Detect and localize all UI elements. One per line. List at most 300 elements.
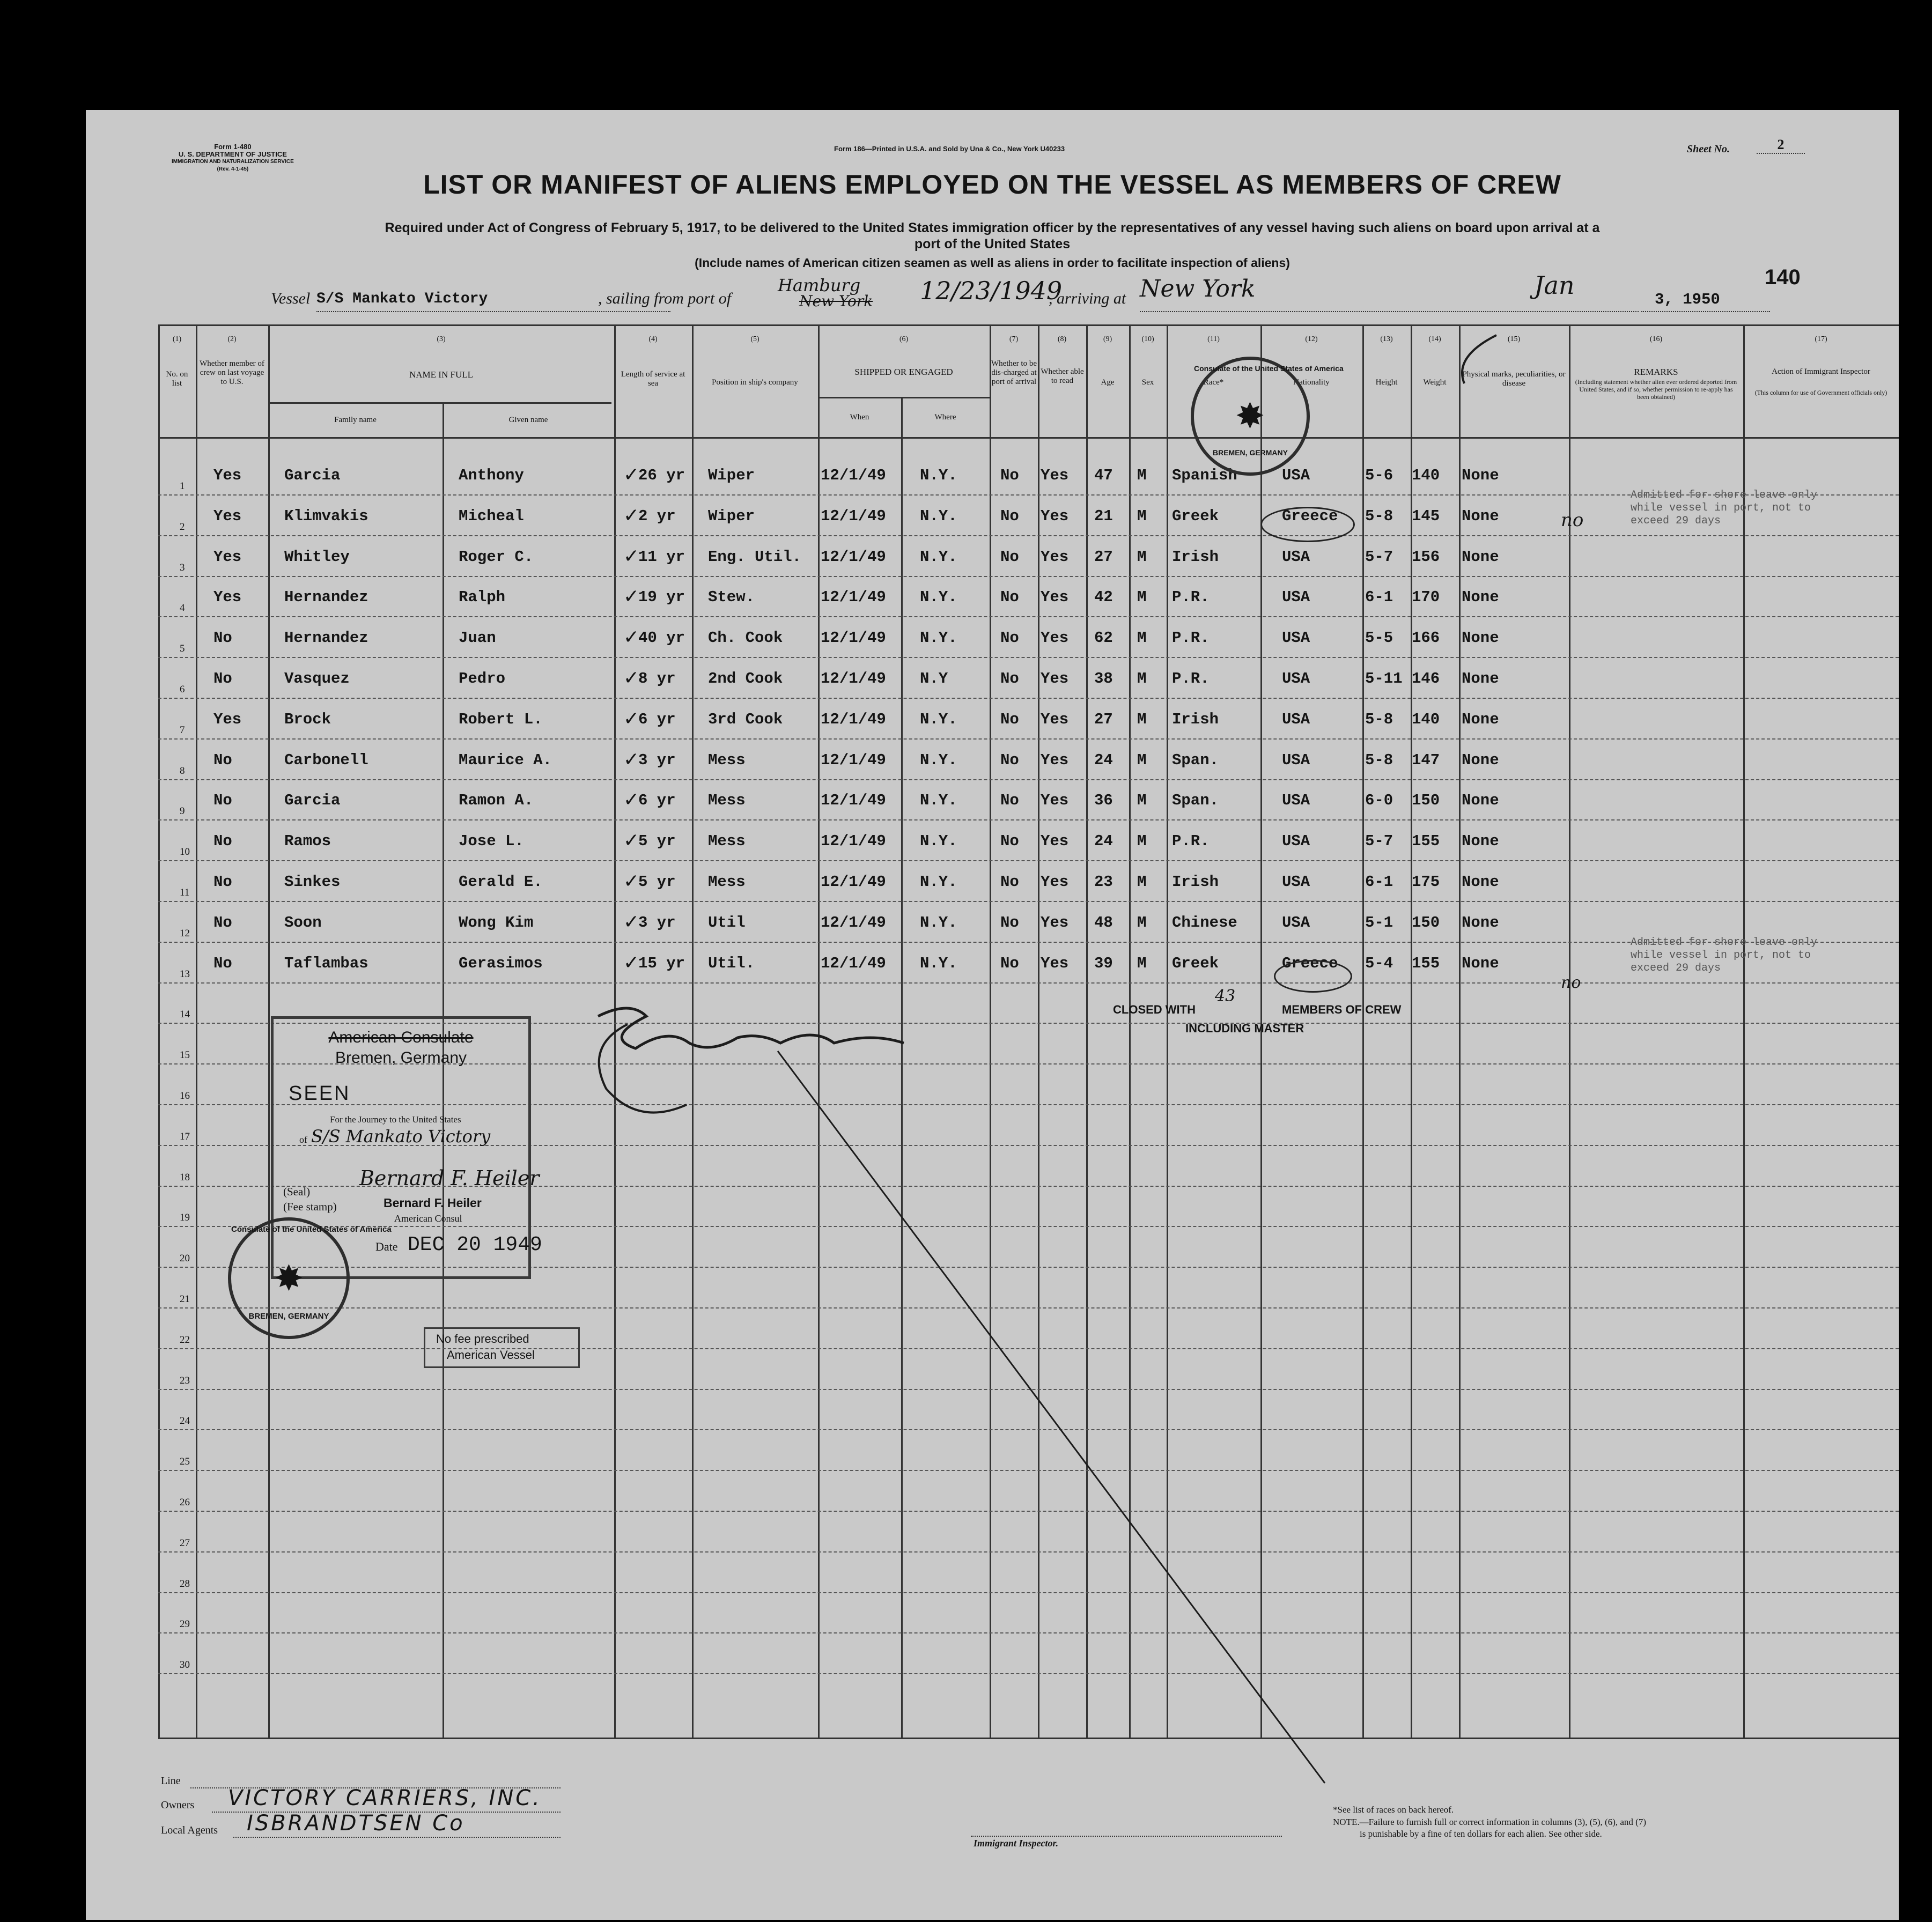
consul-title: American Consul bbox=[394, 1213, 462, 1224]
col-number: (11) bbox=[1207, 335, 1220, 343]
cell-where: N.Y. bbox=[920, 711, 957, 728]
stamp-seen: SEEN bbox=[289, 1082, 351, 1105]
cell-given-name: Juan bbox=[459, 629, 496, 647]
col-header-remarks-note: (Including statement whether alien ever ordered deported from United States, and if so, whether permission to re-apply has been obtained) bbox=[1575, 378, 1737, 401]
cell-height: 5-8 bbox=[1365, 507, 1393, 525]
cell-family-name: Ramos bbox=[284, 832, 331, 850]
cell-weight: 140 bbox=[1412, 467, 1440, 484]
cell-age: 24 bbox=[1094, 832, 1113, 850]
col-number: (10) bbox=[1141, 335, 1154, 343]
cell-height: 6-0 bbox=[1365, 792, 1393, 809]
no-fee-line2: American Vessel bbox=[447, 1348, 535, 1362]
col-header-remarks: REMARKS bbox=[1634, 367, 1678, 377]
cell-last-voyage: Yes bbox=[213, 467, 242, 484]
stamp-date-label: Date bbox=[375, 1240, 398, 1253]
cell-read: Yes bbox=[1041, 507, 1069, 525]
cell-where: N.Y. bbox=[920, 955, 957, 972]
col-header-age: Age bbox=[1101, 378, 1115, 387]
cell-service: 3 yr bbox=[638, 914, 676, 932]
col-header-service: Length of service at sea bbox=[621, 370, 685, 388]
cell-sex: M bbox=[1137, 914, 1147, 932]
line-number: 14 bbox=[180, 1009, 190, 1020]
cell-height: 5-5 bbox=[1365, 629, 1393, 647]
cell-discharged: No bbox=[1000, 711, 1019, 728]
cell-race: Irish bbox=[1172, 873, 1219, 891]
line-number: 25 bbox=[180, 1456, 190, 1467]
cell-where: N.Y bbox=[920, 670, 948, 688]
cell-nationality: USA bbox=[1282, 751, 1310, 769]
col-header-action-note: (This column for use of Government officials only) bbox=[1754, 389, 1887, 396]
stamp-journey: For the Journey to the United States bbox=[330, 1114, 461, 1125]
cell-family-name: Garcia bbox=[284, 467, 341, 484]
cell-nationality: USA bbox=[1282, 467, 1310, 484]
cell-position: 2nd Cook bbox=[708, 670, 783, 688]
sheet-no-label: Sheet No. bbox=[1687, 143, 1730, 155]
seal-ring-text: Consulate of the United States of America bbox=[231, 1225, 392, 1234]
check-mark-icon: ✓ bbox=[623, 505, 640, 526]
cell-discharged: No bbox=[1000, 588, 1019, 606]
port-arrival: New York bbox=[1140, 275, 1256, 302]
cell-height: 6-1 bbox=[1365, 873, 1393, 891]
inspector-signature-line bbox=[971, 1836, 1282, 1837]
line-number: 30 bbox=[180, 1659, 190, 1670]
cell-read: Yes bbox=[1041, 792, 1069, 809]
cell-sex: M bbox=[1137, 711, 1147, 728]
cell-read: Yes bbox=[1041, 711, 1069, 728]
col-number: (16) bbox=[1649, 335, 1663, 343]
cell-given-name: Ramon A. bbox=[459, 792, 534, 809]
vessel-name: S/S Mankato Victory bbox=[316, 291, 488, 307]
cell-race: Greek bbox=[1172, 507, 1219, 525]
cell-sex: M bbox=[1137, 832, 1147, 850]
cell-discharged: No bbox=[1000, 548, 1019, 566]
cell-sex: M bbox=[1137, 588, 1147, 606]
cell-service: 5 yr bbox=[638, 832, 676, 850]
cell-weight: 166 bbox=[1412, 629, 1440, 647]
check-mark-icon: ✓ bbox=[623, 708, 640, 729]
col-header-physical: Physical marks, peculiarities, or disease bbox=[1462, 370, 1566, 388]
cell-given-name: Ralph bbox=[459, 588, 506, 606]
stamp-date: DEC 20 1949 bbox=[408, 1233, 542, 1256]
eagle-emblem-icon: ✸ bbox=[1236, 398, 1264, 434]
col-number: (3) bbox=[437, 335, 446, 343]
cell-race: Span. bbox=[1172, 751, 1219, 769]
cell-where: N.Y. bbox=[920, 751, 957, 769]
cell-given-name: Gerald E. bbox=[459, 873, 543, 891]
cell-family-name: Soon bbox=[284, 914, 322, 932]
cell-race: P.R. bbox=[1172, 629, 1210, 647]
arrival-date: 3, 1950 bbox=[1655, 291, 1720, 308]
sailing-date: 12/23/1949 bbox=[920, 276, 1063, 305]
cell-last-voyage: No bbox=[213, 914, 232, 932]
cell-age: 47 bbox=[1094, 467, 1113, 484]
cell-race: Greek bbox=[1172, 955, 1219, 972]
cell-sex: M bbox=[1137, 507, 1147, 525]
cell-position: Mess bbox=[708, 873, 746, 891]
cell-marks: None bbox=[1462, 873, 1499, 891]
cell-service: 2 yr bbox=[638, 507, 676, 525]
cell-last-voyage: No bbox=[213, 751, 232, 769]
line-number: 1 bbox=[180, 480, 185, 492]
line-number: 22 bbox=[180, 1334, 190, 1346]
cell-where: N.Y. bbox=[920, 588, 957, 606]
line-number: 9 bbox=[180, 805, 185, 817]
cell-marks: None bbox=[1462, 832, 1499, 850]
cell-position: Util bbox=[708, 914, 746, 932]
cell-service: 40 yr bbox=[638, 629, 685, 647]
pen-marks bbox=[86, 110, 1899, 1920]
cell-nationality: USA bbox=[1282, 548, 1310, 566]
cell-position: Mess bbox=[708, 792, 746, 809]
closed-count: 43 bbox=[1215, 987, 1236, 1006]
cell-nationality: USA bbox=[1282, 711, 1310, 728]
cell-service: 6 yr bbox=[638, 711, 676, 728]
consul-signature: Bernard F. Heiler bbox=[359, 1166, 540, 1190]
cell-sex: M bbox=[1137, 792, 1147, 809]
check-mark-icon: ✓ bbox=[623, 626, 640, 648]
cell-family-name: Brock bbox=[284, 711, 331, 728]
col-number: (4) bbox=[648, 335, 658, 343]
cell-marks: None bbox=[1462, 629, 1499, 647]
page-title: LIST OR MANIFEST OF ALIENS EMPLOYED ON THE VESSEL AS MEMBERS OF CREW bbox=[423, 169, 1561, 199]
cell-family-name: Carbonell bbox=[284, 751, 368, 769]
cell-weight: 140 bbox=[1412, 711, 1440, 728]
footer-owners: VICTORY CARRIERS, INC. bbox=[228, 1786, 542, 1810]
cell-weight: 147 bbox=[1412, 751, 1440, 769]
cell-discharged: No bbox=[1000, 792, 1019, 809]
cell-marks: None bbox=[1462, 751, 1499, 769]
eagle-emblem-icon: ✸ bbox=[275, 1260, 303, 1296]
cell-position: 3rd Cook bbox=[708, 711, 783, 728]
col-number: (5) bbox=[750, 335, 759, 343]
cell-age: 42 bbox=[1094, 588, 1113, 606]
cell-race: Span. bbox=[1172, 792, 1219, 809]
cell-family-name: Hernandez bbox=[284, 588, 368, 606]
cell-weight: 156 bbox=[1412, 548, 1440, 566]
cell-race: Irish bbox=[1172, 548, 1219, 566]
cell-when: 12/1/49 bbox=[821, 548, 886, 566]
cell-read: Yes bbox=[1041, 467, 1069, 484]
cell-marks: None bbox=[1462, 548, 1499, 566]
no-fee-stamp bbox=[424, 1327, 580, 1368]
cell-family-name: Taflambas bbox=[284, 955, 368, 972]
including-master-label: INCLUDING MASTER bbox=[1185, 1022, 1304, 1035]
cell-read: Yes bbox=[1041, 629, 1069, 647]
cell-given-name: Robert L. bbox=[459, 711, 543, 728]
footer-line-label: Line bbox=[161, 1775, 181, 1787]
cell-weight: 175 bbox=[1412, 873, 1440, 891]
cell-read: Yes bbox=[1041, 955, 1069, 972]
col-header-family-name: Family name bbox=[334, 416, 377, 424]
col-header-no: No. on list bbox=[166, 370, 188, 388]
cell-where: N.Y. bbox=[920, 832, 957, 850]
col-number: (12) bbox=[1305, 335, 1318, 343]
seal-ring-text: Consulate of the United States of America bbox=[1194, 364, 1344, 373]
cell-given-name: Anthony bbox=[459, 467, 524, 484]
cell-where: N.Y. bbox=[920, 507, 957, 525]
col-number: (7) bbox=[1009, 335, 1019, 343]
cell-nationality: Greece bbox=[1282, 507, 1338, 525]
cell-position: Stew. bbox=[708, 588, 755, 606]
department-name: U. S. DEPARTMENT OF JUSTICE bbox=[178, 150, 287, 158]
footer-agents-label: Local Agents bbox=[161, 1824, 218, 1836]
cell-nationality: USA bbox=[1282, 629, 1310, 647]
cell-family-name: Hernandez bbox=[284, 629, 368, 647]
col-header-last-voyage: Whether member of crew on last voyage to U.S. bbox=[200, 359, 264, 386]
cell-weight: 155 bbox=[1412, 955, 1440, 972]
cell-marks: None bbox=[1462, 711, 1499, 728]
cell-marks: None bbox=[1462, 670, 1499, 688]
arrival-month: Jan bbox=[1534, 271, 1575, 300]
line-number: 18 bbox=[180, 1172, 190, 1183]
col-header-sex: Sex bbox=[1141, 378, 1154, 387]
cell-family-name: Garcia bbox=[284, 792, 341, 809]
cell-discharged: No bbox=[1000, 955, 1019, 972]
vessel-label: Vessel bbox=[271, 290, 311, 307]
col-header-given-name: Given name bbox=[508, 416, 548, 424]
members-of-crew-label: MEMBERS OF CREW bbox=[1282, 1003, 1402, 1016]
form-revision: (Rev. 4-1-45) bbox=[217, 166, 249, 172]
line-number: 21 bbox=[180, 1293, 190, 1305]
col-number: (14) bbox=[1428, 335, 1441, 343]
cell-last-voyage: Yes bbox=[213, 507, 242, 525]
cell-position: Eng. Util. bbox=[708, 548, 802, 566]
col-number: (9) bbox=[1103, 335, 1112, 343]
port-from: Hamburg bbox=[778, 275, 861, 295]
no-fee-line1: No fee prescribed bbox=[436, 1332, 529, 1346]
cell-read: Yes bbox=[1041, 548, 1069, 566]
page-reference: 140 bbox=[1765, 265, 1801, 289]
stamp-city-line: Bremen, Germany bbox=[335, 1049, 467, 1067]
cell-last-voyage: Yes bbox=[213, 548, 242, 566]
cell-age: 62 bbox=[1094, 629, 1113, 647]
col-number: (13) bbox=[1380, 335, 1393, 343]
cell-where: N.Y. bbox=[920, 629, 957, 647]
cell-position: Wiper bbox=[708, 467, 755, 484]
cell-discharged: No bbox=[1000, 507, 1019, 525]
cell-when: 12/1/49 bbox=[821, 792, 886, 809]
cell-nationality: USA bbox=[1282, 914, 1310, 932]
cell-position: Wiper bbox=[708, 507, 755, 525]
cell-family-name: Whitley bbox=[284, 548, 350, 566]
cell-family-name: Vasquez bbox=[284, 670, 350, 688]
cell-service: 8 yr bbox=[638, 670, 676, 688]
cell-height: 5-6 bbox=[1365, 467, 1393, 484]
cell-race: Irish bbox=[1172, 711, 1219, 728]
subtitle-include: (Include names of American citizen seamen as well as aliens in order to facilitate inspection of aliens) bbox=[695, 256, 1290, 270]
check-mark-icon: ✓ bbox=[623, 464, 640, 485]
col-header-discharged: Whether to be dis-charged at port of arrival bbox=[991, 359, 1037, 386]
cell-age: 27 bbox=[1094, 711, 1113, 728]
col-number: (8) bbox=[1057, 335, 1067, 343]
cell-read: Yes bbox=[1041, 873, 1069, 891]
line-number: 3 bbox=[180, 562, 185, 573]
line-number: 2 bbox=[180, 521, 185, 533]
col-number: (15) bbox=[1507, 335, 1521, 343]
form-number: Form 1-480 bbox=[214, 143, 252, 151]
cell-last-voyage: No bbox=[213, 629, 232, 647]
cell-marks: None bbox=[1462, 507, 1499, 525]
cell-weight: 146 bbox=[1412, 670, 1440, 688]
cell-service: 19 yr bbox=[638, 588, 685, 606]
stamp-seal-label: (Seal) bbox=[283, 1185, 311, 1198]
cell-sex: M bbox=[1137, 873, 1147, 891]
footer-agents-underline bbox=[233, 1837, 561, 1838]
footer-agents: ISBRANDTSEN Co bbox=[247, 1811, 465, 1836]
cell-remarks: Admitted for shore leave only while vessel in port, not to exceed 29 days bbox=[1631, 489, 1818, 527]
cell-weight: 145 bbox=[1412, 507, 1440, 525]
cell-where: N.Y. bbox=[920, 548, 957, 566]
line-number: 11 bbox=[180, 887, 190, 898]
footer-note-fine-cont: is punishable by a fine of ten dollars for each alien. See other side. bbox=[1360, 1829, 1602, 1839]
cell-marks: None bbox=[1462, 955, 1499, 972]
cell-height: 5-7 bbox=[1365, 548, 1393, 566]
cell-when: 12/1/49 bbox=[821, 588, 886, 606]
footer-inspector-label: Immigrant Inspector. bbox=[974, 1838, 1059, 1849]
footer-owners-label: Owners bbox=[161, 1799, 195, 1811]
manifest-sheet bbox=[86, 110, 1899, 1920]
line-number: 7 bbox=[180, 725, 185, 736]
cell-marks: None bbox=[1462, 792, 1499, 809]
line-number: 12 bbox=[180, 928, 190, 939]
cell-when: 12/1/49 bbox=[821, 670, 886, 688]
stamp-vessel: S/S Mankato Victory bbox=[311, 1126, 491, 1147]
line-number: 17 bbox=[180, 1131, 190, 1142]
cell-race: Chinese bbox=[1172, 914, 1237, 932]
line-number: 5 bbox=[180, 643, 185, 654]
col-header-where: Where bbox=[934, 413, 956, 422]
cell-sex: M bbox=[1137, 629, 1147, 647]
subtitle-port: port of the United States bbox=[914, 236, 1071, 252]
cell-service: 26 yr bbox=[638, 467, 685, 484]
cell-when: 12/1/49 bbox=[821, 955, 886, 972]
footer-note-fine: NOTE.—Failure to furnish full or correct information in columns (3), (5), (6), and (7) bbox=[1333, 1817, 1646, 1827]
cell-family-name: Klimvakis bbox=[284, 507, 368, 525]
line-number: 29 bbox=[180, 1618, 190, 1630]
col-header-weight: Weight bbox=[1423, 378, 1447, 387]
col-header-action: Action of Immigrant Inspector bbox=[1772, 367, 1870, 376]
cell-service: 11 yr bbox=[638, 548, 685, 566]
service-name: IMMIGRATION AND NATURALIZATION SERVICE bbox=[172, 159, 294, 165]
line-number: 15 bbox=[180, 1049, 190, 1061]
cell-nationality: USA bbox=[1282, 873, 1310, 891]
pen-mark bbox=[1462, 335, 1496, 383]
cell-discharged: No bbox=[1000, 832, 1019, 850]
cell-sex: M bbox=[1137, 751, 1147, 769]
cell-when: 12/1/49 bbox=[821, 711, 886, 728]
cell-given-name: Micheal bbox=[459, 507, 524, 525]
cell-where: N.Y. bbox=[920, 467, 957, 484]
line-number: 26 bbox=[180, 1497, 190, 1508]
cell-family-name: Sinkes bbox=[284, 873, 341, 891]
cell-read: Yes bbox=[1041, 588, 1069, 606]
cell-last-voyage: No bbox=[213, 832, 232, 850]
col-number: (2) bbox=[227, 335, 237, 343]
cell-read: Yes bbox=[1041, 914, 1069, 932]
remarks-initials: no bbox=[1561, 509, 1584, 531]
cell-height: 5-8 bbox=[1365, 711, 1393, 728]
cell-weight: 150 bbox=[1412, 914, 1440, 932]
cell-discharged: No bbox=[1000, 873, 1019, 891]
check-mark-icon: ✓ bbox=[623, 870, 640, 892]
printer-line: Form 186—Printed in U.S.A. and Sold by Una & Co., New York U40233 bbox=[834, 145, 1065, 153]
cell-marks: None bbox=[1462, 467, 1499, 484]
cell-when: 12/1/49 bbox=[821, 629, 886, 647]
cell-given-name: Wong Kim bbox=[459, 914, 534, 932]
col-number: (17) bbox=[1815, 335, 1827, 343]
stamp-fee-label: (Fee stamp) bbox=[283, 1200, 337, 1213]
port-from-struck: New York bbox=[799, 292, 873, 310]
cell-when: 12/1/49 bbox=[821, 507, 886, 525]
cell-position: Mess bbox=[708, 832, 746, 850]
line-number: 6 bbox=[180, 684, 185, 695]
sheet-number: 2 bbox=[1757, 137, 1805, 154]
cell-position: Ch. Cook bbox=[708, 629, 783, 647]
cell-given-name: Maurice A. bbox=[459, 751, 552, 769]
cell-race: Spanish bbox=[1172, 467, 1237, 484]
cell-nationality: Greece bbox=[1282, 955, 1338, 972]
cell-discharged: No bbox=[1000, 467, 1019, 484]
cell-when: 12/1/49 bbox=[821, 467, 886, 484]
cell-age: 36 bbox=[1094, 792, 1113, 809]
cell-read: Yes bbox=[1041, 832, 1069, 850]
consul-name: Bernard F. Heiler bbox=[384, 1196, 482, 1210]
cell-weight: 170 bbox=[1412, 588, 1440, 606]
cell-race: P.R. bbox=[1172, 588, 1210, 606]
check-mark-icon: ✓ bbox=[623, 667, 640, 689]
cell-when: 12/1/49 bbox=[821, 873, 886, 891]
cell-discharged: No bbox=[1000, 914, 1019, 932]
seal-place-text: BREMEN, GERMANY bbox=[1212, 448, 1288, 457]
cell-last-voyage: Yes bbox=[213, 711, 242, 728]
cell-weight: 155 bbox=[1412, 832, 1440, 850]
cell-last-voyage: No bbox=[213, 792, 232, 809]
col-header-shipped: SHIPPED OR ENGAGED bbox=[854, 367, 953, 377]
line-number: 4 bbox=[180, 602, 185, 613]
cell-age: 39 bbox=[1094, 955, 1113, 972]
cell-marks: None bbox=[1462, 914, 1499, 932]
check-mark-icon: ✓ bbox=[623, 545, 640, 567]
line-number: 28 bbox=[180, 1578, 190, 1590]
sailing-from-label: , sailing from port of bbox=[598, 290, 732, 307]
cell-sex: M bbox=[1137, 467, 1147, 484]
cell-when: 12/1/49 bbox=[821, 751, 886, 769]
cell-age: 21 bbox=[1094, 507, 1113, 525]
cell-where: N.Y. bbox=[920, 792, 957, 809]
cell-height: 5-7 bbox=[1365, 832, 1393, 850]
line-number: 27 bbox=[180, 1537, 190, 1549]
pen-stroke-line bbox=[778, 1051, 1325, 1783]
line-number: 8 bbox=[180, 765, 185, 777]
cell-age: 27 bbox=[1094, 548, 1113, 566]
cell-weight: 150 bbox=[1412, 792, 1440, 809]
cell-nationality: USA bbox=[1282, 832, 1310, 850]
cell-nationality: USA bbox=[1282, 792, 1310, 809]
signature-scrawl bbox=[598, 1008, 904, 1048]
cell-sex: M bbox=[1137, 548, 1147, 566]
cell-race: P.R. bbox=[1172, 832, 1210, 850]
cell-when: 12/1/49 bbox=[821, 914, 886, 932]
cell-discharged: No bbox=[1000, 670, 1019, 688]
check-mark-icon: ✓ bbox=[623, 911, 640, 933]
cell-last-voyage: No bbox=[213, 955, 232, 972]
cell-height: 5-4 bbox=[1365, 955, 1393, 972]
col-header-name: NAME IN FULL bbox=[409, 369, 473, 380]
cell-service: 3 yr bbox=[638, 751, 676, 769]
cell-height: 5-1 bbox=[1365, 914, 1393, 932]
remarks-initials: no bbox=[1561, 973, 1581, 992]
col-header-race: Race* bbox=[1203, 378, 1224, 387]
